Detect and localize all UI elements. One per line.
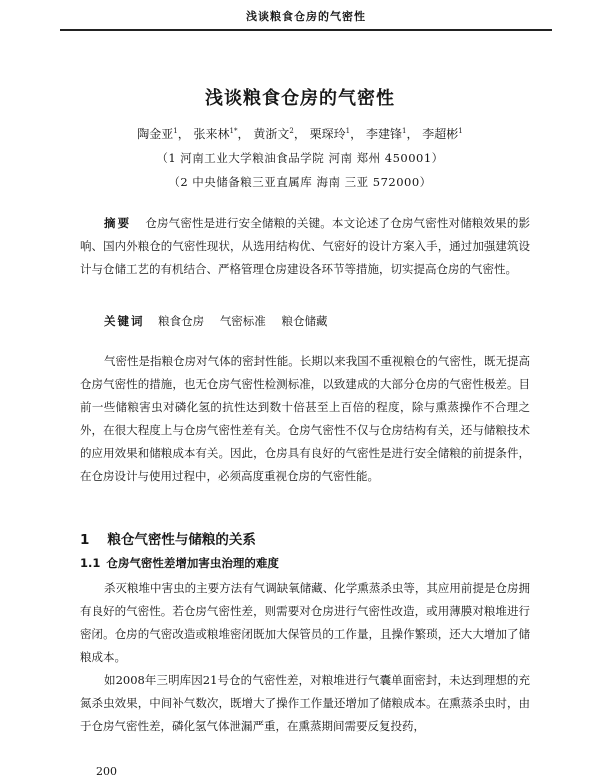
section-title: 粮仓气密性与储粮的关系: [107, 532, 256, 548]
article-title: 浅谈粮食仓房的气密性: [205, 88, 395, 109]
header-rule: [60, 29, 552, 31]
author: 李超彬$^1$: [422, 127, 463, 141]
author: 栗琛玲$^1$: [309, 127, 351, 141]
keywords: [104, 313, 339, 329]
keyword: 粮仓储藏: [281, 314, 328, 328]
keywords-label: 关键词: [104, 314, 145, 328]
author: 黄浙文$^2$: [253, 127, 294, 141]
subsection-title: 仓房气密性差增加害虫治理的难度: [106, 556, 279, 570]
subsection-heading: [80, 555, 279, 571]
abstract: [80, 212, 530, 281]
section-number: 1: [80, 532, 90, 548]
author: 陶金亚$^1$: [137, 127, 178, 141]
author-list: 陶金亚$^1$， 张来林$^{1*}$， 黄浙文$^2$， 栗琛玲$^1$， 李建锋$^1$， 李超彬$^1$: [137, 127, 463, 141]
section-heading: [80, 528, 256, 548]
body-paragraph: 如2008年三明库因21号仓的气密性差，对粮堆进行气囊单面密封，未达到理想的充氮杀虫效果，中间补气数次，既增大了操作工作量还增加了储粮成本。在熏蒸杀虫时，由于仓房气密性差，磷化氢气体泄漏严重，在熏蒸期间需要反复投药，: [80, 673, 530, 733]
affiliation-1: （1 河南工业大学粮油食品学院 河南 郑州 450001）: [156, 151, 444, 165]
page-number: 200: [96, 765, 117, 778]
affiliation-2: （2 中央储备粮三亚直属库 海南 三亚 572000）: [168, 175, 432, 189]
abstract-label: 摘要: [104, 216, 132, 230]
keyword: 粮食仓房: [158, 314, 205, 328]
body-paragraph: 杀灭粮堆中害虫的主要方法有气调缺氧储藏、化学熏蒸杀虫等，其应用前提是仓房拥有良好的气密性。若仓房气密性差，则需要对仓房进行气密性改造，或用薄膜对粮堆进行密闭。仓房的气密改造或粮堆密闭既加大保管员的工作量，且操作繁琐，还大大增加了储粮成本。: [80, 581, 530, 664]
subsection-number: 1.1: [80, 556, 101, 570]
abstract-text: 仓房气密性是进行安全储粮的关键。本文论述了仓房气密性对储粮效果的影响、国内外粮仓的气密性现状，从选用结构优、气密好的设计方案入手，通过加强建筑设计与仓储工艺的有机结合、严格管理仓房建设各环节等措施，切实提高仓房的气密性。: [80, 216, 531, 276]
author: 李建锋$^1$: [365, 127, 407, 141]
running-head: 浅谈粮食仓房的气密性: [246, 10, 366, 23]
keyword: 气密标准: [219, 314, 266, 328]
author: 张来林$^{1*}$: [193, 127, 238, 141]
intro-paragraph: 气密性是指粮仓房对气体的密封性能。长期以来我国不重视粮仓的气密性，既无提高仓房气密性的措施，也无仓房气密性检测标准，以致建成的大部分仓房的气密性极差。目前一些储粮害虫对磷化氢的抗性达到数十倍甚至上百倍的程度，除与熏蒸操作不合理之外，在很大程度上与仓房气密性差有关。仓房气密性不仅与仓房结构有关，还与储粮技术的应用效果和储粮成本有关。因此，仓房具有良好的气密性是进行安全储粮的前提条件，在仓房设计与使用过程中，必须高度重视仓房的气密性能。: [80, 354, 530, 483]
